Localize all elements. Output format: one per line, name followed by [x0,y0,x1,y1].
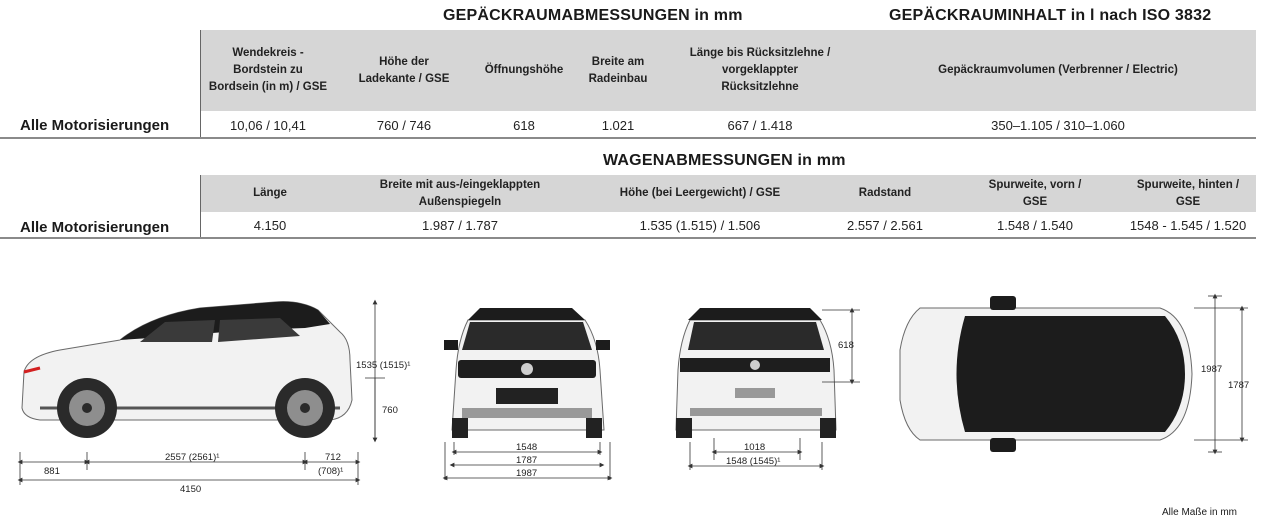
dim-top-width-body: 1787 [1228,380,1250,391]
value-luggage-volume: 350–1.105 / 310–1.060 [991,117,1125,133]
header-track-front: Spurweite, vorn / GSE [988,178,1082,208]
header-width-wheelarch: Breite am Radeinbau [588,55,648,85]
front-view-car [444,308,610,438]
dim-rear-overhang: 712 [325,452,341,463]
header-track-rear: Spurweite, hinten / GSE [1136,178,1240,208]
value-length: 4.150 [253,217,287,233]
header-luggage-volume: Gepäckraumvolumen (Verbrenner / Electric) [938,64,1178,76]
value-track-rear: 1548 - 1.545 / 1.520 [1129,217,1247,233]
dim-sill: 760 [382,405,398,416]
footnote: Alle Maße in mm [1162,507,1238,518]
luggage-value-row [200,113,1256,137]
header-turning-circle: Wendekreis - Bordstein zu Bordsein (in m) / GSE [208,47,328,93]
top-view-car [900,296,1192,452]
dim-front-width-mirrors: 1987 [516,468,538,479]
value-width-wheelarch: 1.021 [601,117,635,133]
divider [0,137,1256,139]
divider [0,237,1256,239]
header-opening-height: Öffnungshöhe [484,64,564,76]
header-length: Länge [253,187,287,199]
dim-front-track: 1548 [516,442,538,453]
luggage-dimensions-title: GEPÄCKRAUMABMESSUNGEN in mm [443,7,743,24]
dim-front-width: 1787 [516,455,538,466]
header-loading-sill: Höhe der Ladekante / GSE [358,55,450,85]
value-height: 1.535 (1.515) / 1.506 [639,217,761,233]
dim-wheelbase: 2557 (2561)¹ [165,452,220,463]
value-wheelbase: 2.557 / 2.561 [847,217,923,233]
vehicle-dimensions-title: WAGENABMESSUNGEN in mm [603,152,846,169]
header-wheelbase: Radstand [858,187,912,199]
header-height: Höhe (bei Leergewicht) / GSE [619,187,781,199]
dim-rear-overhang-gse: (708)¹ [318,466,344,477]
value-turning-circle: 10,06 / 10,41 [230,117,306,133]
value-opening-height: 618 [513,117,535,133]
dim-length: 4150 [180,484,202,495]
dim-front-overhang: 881 [44,466,60,477]
dim-top-width-mirrors: 1987 [1201,364,1223,375]
vehicle-drawings [0,280,1280,529]
value-loading-sill: 760 / 746 [376,117,432,133]
vehicle-row-label: Alle Motorisierungen [20,219,170,236]
value-track-front: 1.548 / 1.540 [997,217,1073,233]
dim-rear-inner-width: 1018 [744,442,766,453]
luggage-header-row [200,30,1256,111]
luggage-volume-title: GEPÄCKRAUMINHALT in l nach ISO 3832 [889,7,1212,24]
header-width: Breite mit aus-/eingeklappten Außenspiegeln [379,178,541,208]
dim-rear-track: 1548 (1545)¹ [726,456,781,467]
header-length-rear-seat: Länge bis Rücksitzlehne / vorgeklappter Rücksitzlehne [689,47,831,93]
value-width: 1.987 / 1.787 [422,217,498,233]
value-length-rear-seat: 667 / 1.418 [727,117,793,133]
side-view-car [22,302,352,438]
luggage-row-label: Alle Motorisierungen [20,117,170,134]
rear-view-car [676,308,836,438]
dim-height: 1535 (1515)¹ [356,360,411,371]
vehicle-value-row [200,213,1256,237]
vehicle-header-row [200,175,1256,212]
dim-rear-opening: 618 [838,340,854,351]
